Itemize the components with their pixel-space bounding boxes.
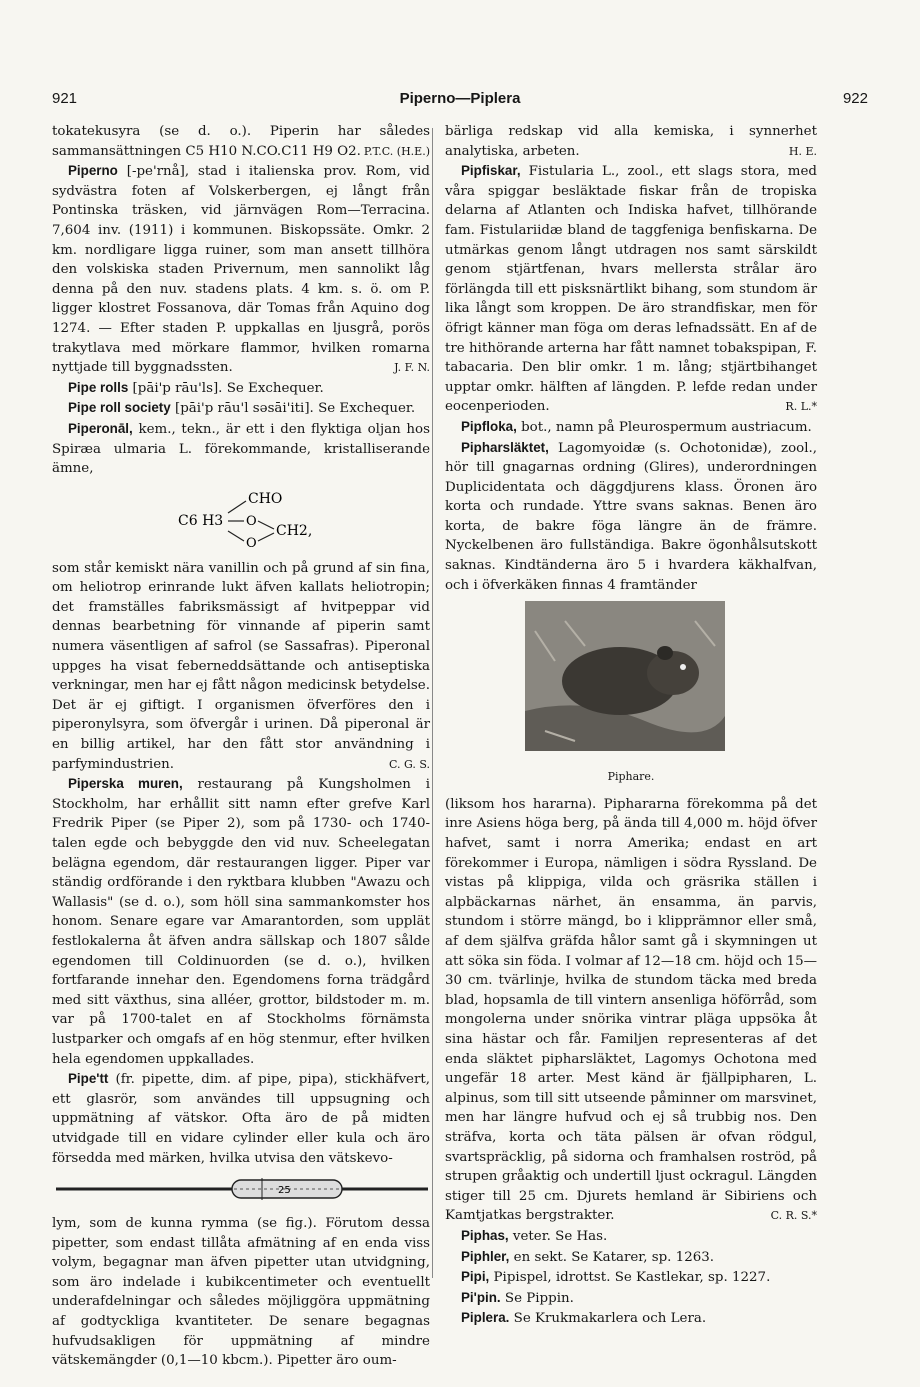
entry-pipin: [445, 1288, 817, 1309]
headword: Pipe roll society: [68, 400, 171, 416]
right-column: [445, 122, 817, 1329]
formula-base: C6 H3: [178, 512, 224, 529]
entry-text: (fr. pipette, dim. af pipe, pipa), stickhäfvert, ett glasrör, som användes till uppsugning och uppmätning af vätskor. Ofta äro de på midten utvidgade till en vidare cylinder eller kula och äro försedda med märken, hvilka utvisa den vätskevo-: [52, 1072, 431, 1166]
entry-pipfloka: [445, 417, 817, 438]
headword: Pipe rolls: [68, 379, 129, 395]
entry-pipe-rolls: [52, 378, 430, 399]
headword: Pipfloka,: [461, 418, 517, 434]
author-signature: C. R. S.*: [770, 1209, 817, 1223]
headword: Pipe'tt: [68, 1071, 109, 1087]
formula-o2: O: [246, 535, 257, 551]
entry-piplera: [445, 1308, 817, 1329]
entry-pipfiskar: [445, 161, 817, 417]
entry-pipett-cont: [52, 1214, 430, 1371]
headword: Pipharsläktet,: [461, 439, 549, 455]
entry-piperno: [52, 161, 430, 378]
pipette-illustration: [52, 1174, 430, 1204]
bond-line: [258, 533, 274, 541]
entry-text: Lagomyoidæ (s. Ochotonidæ), zool., hör till gnagarnas ordning (Glires), underordningen Duplicidentata och däggdjurens klass. Öronen äro korta och rundade. Yttre svans saknas. Benen äro korta, de bakre föga längre än de främre. Nyckelbenen äro fullständiga. Bakre ögonhålsutskott saknas. Kindtänderna äro 5 i hvardera käkhalfvan, och i öfverkäken finnas 4 framtänder: [445, 440, 817, 593]
headword: Piperno: [68, 163, 118, 179]
entry-text: [-pe'rnå], stad i italienska prov. Rom, vid sydvästra foten af Volskerbergen, ej långt från Pontinska träsken, vid järnvägen Rom—Terracina. 7,604 inv. (1911) i kommunen. Biskopssäte. Omkr. 2 km. nordligare ligga ruiner, som man ansett tillhöra den volskiska staden Privernum, men sannolikt låg denna på den nuv. stadens plats. 4 km. s. ö. om P. ligger klostret Fossanova, där Tomas från Aquino dog 1274. — Efter staden P. uppkallas en ljusgrå, porös trakytlava med mörkare flammor, hvilken romarna nyttjade till byggnadssten.: [52, 164, 430, 376]
page-number-right: 922: [842, 90, 868, 107]
piphare-figure: [445, 601, 817, 761]
piphare-illustration: [525, 601, 725, 751]
entry-text: [pāi'p rāu'l səsāi'iti]. Se Exchequer.: [174, 401, 416, 417]
formula-diagram: [162, 479, 342, 557]
author-signature: J. F. N.: [394, 361, 430, 375]
entry-text: Fistularia L., zool., ett slags stora, med våra spiggar besläktade fiskar från de tropiska delarna af Atlanten och Indiska hafvet, tillhörande fam. Fistulariidæ bland de taggfeniga benfiskarna. De utmärkas genom långt utdragen nos samt särskildt genom stjärtfenan, hvars mellersta strålar äro förlängda till ett pisksnärtlikt bihang, som stundom är lika långt som kroppen. De äro strandfiskar, men för öfrigt känner man föga om deras lefnadssätt. En af de tre hithörande arterna har fått namnet tobakspipan, F. tabacaria. Den blir omkr. 1 m. lång; stjärtbihanget upptar omkr. hälften af längden. P. lefde redan under eocenperioden.: [445, 164, 817, 415]
entry-text: som står kemiskt nära vanillin och på grund af sin fina, om heliotrop erinrande lukt äfven kallats heliotropin; det framställes fabriksmässigt af hvitpeppar vid dennas bearbetning för vinnande af piperin samt numera väsentligen af safrol (se Sassafras). Piperonal uppges ha visat feberneddsättande och antiseptiska verkningar, men har ej fått någon medicinsk betydelse. Det är ej giftigt. I organismen öfverföres den i piperonylsyra, som öfvergår i urinen. Då piperonal är en billig artikel, har den fått stor användning i parfymindustrien.: [52, 560, 430, 772]
running-title: Piperno—Piplera: [399, 90, 521, 107]
entry-text: bärliga redskap vid alla kemiska, i synnerhet analytiska, arbeten.: [445, 124, 817, 159]
entry-continuation: [445, 122, 817, 161]
headword: Piphas,: [461, 1227, 509, 1243]
formula-ch2: CH2,: [276, 522, 313, 539]
entry-text: Pipispel, idrottst. Se Kastlekar, sp. 1227.: [493, 1270, 771, 1286]
left-column: [52, 122, 430, 1371]
entry-piperonal: [52, 419, 430, 479]
entry-text: Se Pippin.: [504, 1290, 574, 1306]
entry-piperonal-cont: [52, 559, 430, 775]
bond-line: [228, 531, 244, 541]
entry-text: (liksom hos hararna). Piphararna förekomma på det inre Asiens höga berg, på ända till 4,000 m. höjd öfver hafvet, samt i norra Amerika; endast en art förekommer i Europa, nämligen i södra Ryssland. De vistas på klippiga, vilda och gräsrika ställen i alpbäckarnas närhet, än ensamma, än parvis, stundom i större mängd, bo i klipprämnor eller små, af dem själfva gräfda hålor samt gå i skymningen ut att söka sin föda. I volmar af 12—18 cm. höjd och 15—30 cm. tvärlinje, hvilka de stundom täcka med breda blad, hopsamla de till vintern ansenliga höförråd, som mongolerna under snörika vintrar pläga uppsöka åt sina hästar och får. Familjen representeras af det enda släktet pipharsläktet, Lagomys Ochotona med ungefär 18 arter. Mest känd är fjällpipharen, L. alpinus, som till sitt utseende påminner om marsvinet, men har längre hufvud och ej så trubbig nos. Den sträfva, korta och täta pälsen är ofvan rödgul, svartspräcklig, på sidorna och framhalsen roströd, på strupen gråaktig och undertill ljust ockragul. Längden stiger till 25 cm. Djurets hemland är Sibiriens och Kamtjatkas bergstrakter.: [445, 796, 817, 1224]
entry-text: lym, som de kunna rymma (se fig.). Förutom dessa pipetter, som endast tillåta afmätning af en enda viss volym, begagnar man äfven pipetter utan utvidgning, som äro indelade i kubikcentimeter och eventuellt underafdelningar och således möjliggöra uppmätning af godtyckliga kvantiteter. De senare begagnas hufvudsakligen för uppmätning af mindre vätskemängder (0,1—10 kbcm.). Pipetter äro oum-: [52, 1216, 430, 1369]
entry-piphler: [445, 1247, 817, 1268]
pipette-volume-label: 25: [278, 1185, 291, 1197]
pipette-figure: [52, 1168, 430, 1214]
entry-pipe-roll-society: [52, 398, 430, 419]
headword: Piphler,: [461, 1248, 510, 1264]
entry-text: bot., namn på Pleurospermum austriacum.: [521, 419, 812, 435]
headword: Piperonāl,: [68, 420, 133, 436]
page-number-left: 921: [52, 90, 78, 107]
entry-text: kem., tekn., är ett i den flyktiga oljan hos Spiræa ulmaria L. förekommande, kristalliserande ämne,: [52, 421, 430, 477]
entry-text: restaurang på Kungsholmen i Stockholm, har erhållit sitt namn efter grefve Karl Fredrik Piper (se Piper 2), som på 1730- och 1740-talen egde och bebyggde den vid nuv. Scheelegatan belägna egendom, där restaurangen ligger. Piper var ständig ordförande i den ryktbara klubben "Awazu och Wallasis" (se d. o.), som höll sina sammankomster hos honom. Senare egare var Amarantorden, som upplät festlokalerna åt äfven andra sällskap och 1807 sålde egendomen till Coldinuorden (se d. o.), hvilken fortfarande innehar den. Egendomens forna trädgård med sitt växthus, sina alléer, grottor, bildstoder m. m. var på 1700-talet en af Stockholms förnämsta lustparker och omgafs af en hög stenmur, efter hvilken hela egendomen uppkallades.: [52, 777, 430, 1067]
entry-text: tokatekusyra (se d. o.). Piperin har således sammansättningen C5 H10 N.CO.C11 H9 O2.: [52, 124, 430, 159]
entry-pipi: [445, 1267, 817, 1288]
figure-caption: Piphare.: [607, 770, 655, 784]
author-signature: H. E.: [788, 144, 817, 158]
entry-pipharslaktet-cont: [445, 795, 817, 1226]
entry-piperska-muren: [52, 774, 430, 1069]
bond-line: [228, 501, 246, 513]
author-signature: R. L.*: [785, 400, 817, 414]
headword: Pipi,: [461, 1269, 490, 1285]
entry-text: en sekt. Se Katarer, sp. 1263.: [513, 1249, 715, 1265]
entry-pipharslaktet: [445, 438, 817, 596]
structural-formula: [52, 479, 430, 559]
headword: Piperska muren,: [68, 776, 183, 792]
formula-o1: O: [246, 513, 257, 529]
entry-piphas: [445, 1226, 817, 1247]
entry-continuation: [52, 122, 430, 161]
pika-head: [647, 651, 699, 695]
pika-eye: [680, 664, 686, 670]
author-signature: C. G. S.: [388, 757, 430, 771]
headword: Pipfiskar,: [461, 163, 521, 179]
bond-line: [258, 521, 274, 529]
headword: Pi'pin.: [461, 1289, 501, 1305]
entry-text: [pāi'p rāu'ls]. Se Exchequer.: [132, 380, 324, 396]
entry-pipett: [52, 1069, 430, 1168]
entry-text: Se Krukmakarlera och Lera.: [513, 1311, 707, 1327]
pika-ear: [657, 646, 673, 660]
headword: Piplera.: [461, 1310, 510, 1326]
formula-cho: CHO: [248, 490, 283, 507]
column-divider: [432, 128, 433, 1278]
author-signature: P.T.C. (H.E.): [363, 144, 430, 158]
entry-text: veter. Se Has.: [512, 1228, 608, 1244]
